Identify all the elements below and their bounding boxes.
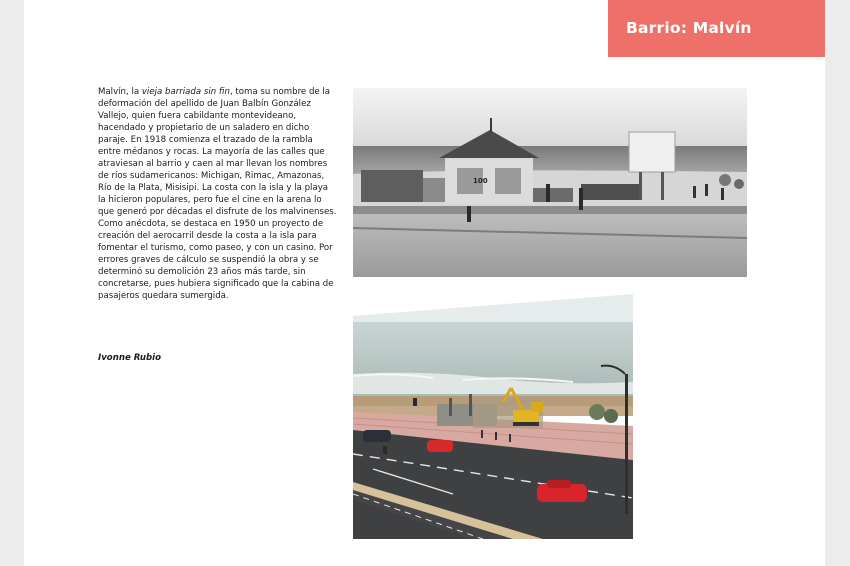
article-body-text: , toma su nombre de la deformación del apellido de Juan Balbín González Vallejo, quien fuera cabildante montevideano, hacendado y propietario de un saladero en dicho paraje. En 1918 comienza el trazado de la rambla entre médanos y rocas. La mayoría de las calles que atraviesan al barrio y caen al mar llevan los nombres de ríos sudamericanos: Michigan, Rimac, Amazonas, Río de la Plata, Misisipi. La costa con la isla y la playa la hicieron populares, pero fue el cine en la arena lo que generó por décadas el disfrute de los malvinenses. Como anécdota, se destaca en 1950 un proyecto de creación del aerocarril desde la costa a la isla para fomentar el turismo, como paseo, y con un casino. Por errores graves de cálculo se suspendió la obra y se determinó su demolición 23 años más tarde, sin concretarse, pues hubiera significado que la cabina de pasajeros quedara sumergida. [98,87,337,301]
modern-demolition-photo [353,294,633,539]
section-tab: Barrio: Malvín [608,0,825,57]
article-author: Ivonne Rubio [98,353,162,363]
article-lead: Malvín, la [98,87,142,97]
article-body [98,86,338,302]
historic-beach-photo [353,88,747,277]
article-lead-italic: vieja barriada sin fin [141,87,230,97]
kiosk-sign: 100 [473,177,488,185]
